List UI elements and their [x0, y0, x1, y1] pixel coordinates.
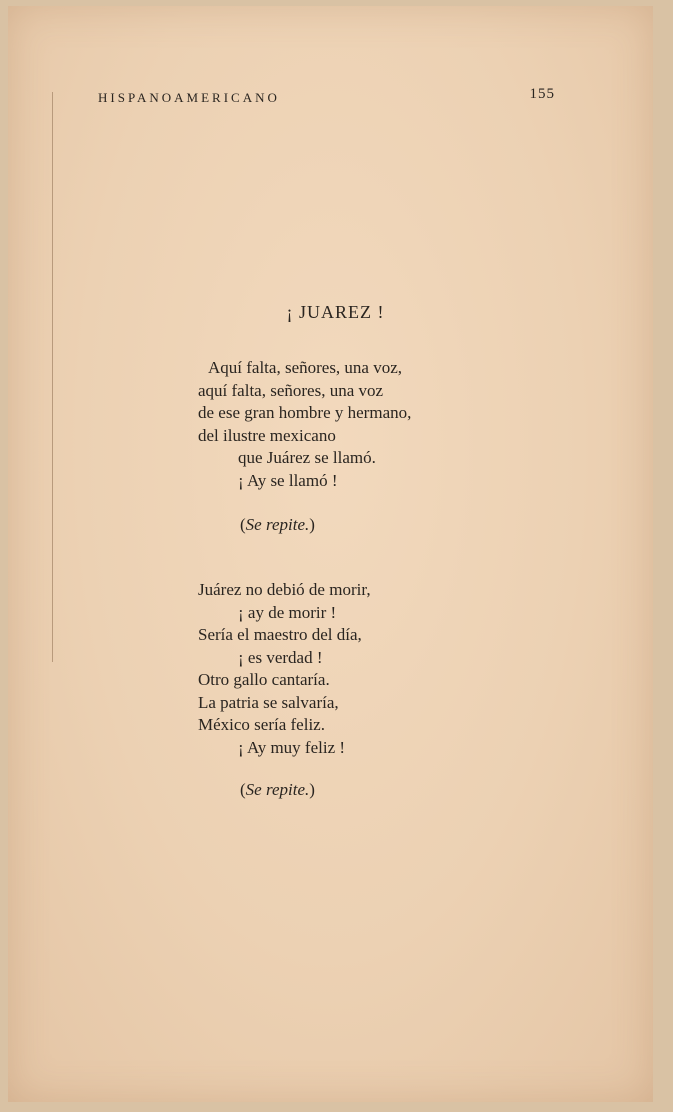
paren-close: )	[309, 515, 315, 534]
verse-line: ¡ ay de morir !	[238, 602, 337, 622]
stanza-2	[198, 580, 371, 760]
verse-line: Sería el maestro del día,	[198, 625, 362, 644]
verse-line: ¡ Ay muy feliz !	[238, 737, 346, 757]
verse-line: Juárez no debió de morir,	[198, 580, 371, 599]
verse-line: La patria se salvaría,	[198, 692, 339, 712]
book-page	[8, 6, 653, 1102]
verse-line: ¡ Ay se llamó !	[238, 470, 338, 490]
paren-open: (	[240, 515, 246, 534]
running-title: HISPANOAMERICANO	[98, 90, 280, 105]
verse-line: ¡ es verdad !	[238, 647, 323, 667]
repeat-text: Se repite.	[245, 780, 310, 799]
stanza-1	[198, 358, 411, 493]
poem-title: ¡ JUAREZ !	[286, 302, 385, 322]
repeat-note-1	[240, 515, 315, 535]
verse-line: de ese gran hombre y hermano,	[198, 403, 412, 422]
verse-line: del ilustre mexicano	[198, 425, 336, 445]
verse-line: Aquí falta, señores, una voz,	[208, 358, 403, 377]
verse-line: que Juárez se llamó.	[238, 448, 376, 467]
margin-rule	[52, 92, 53, 662]
paren-close: )	[309, 780, 315, 799]
repeat-text: Se repite.	[245, 515, 310, 534]
repeat-note-2	[240, 780, 315, 800]
page-number: 155	[529, 86, 555, 102]
verse-line: Otro gallo cantaría.	[198, 670, 330, 689]
paren-open: (	[240, 780, 246, 799]
verse-line: México sería feliz.	[198, 715, 325, 734]
verse-line: aquí falta, señores, una voz	[198, 380, 384, 400]
